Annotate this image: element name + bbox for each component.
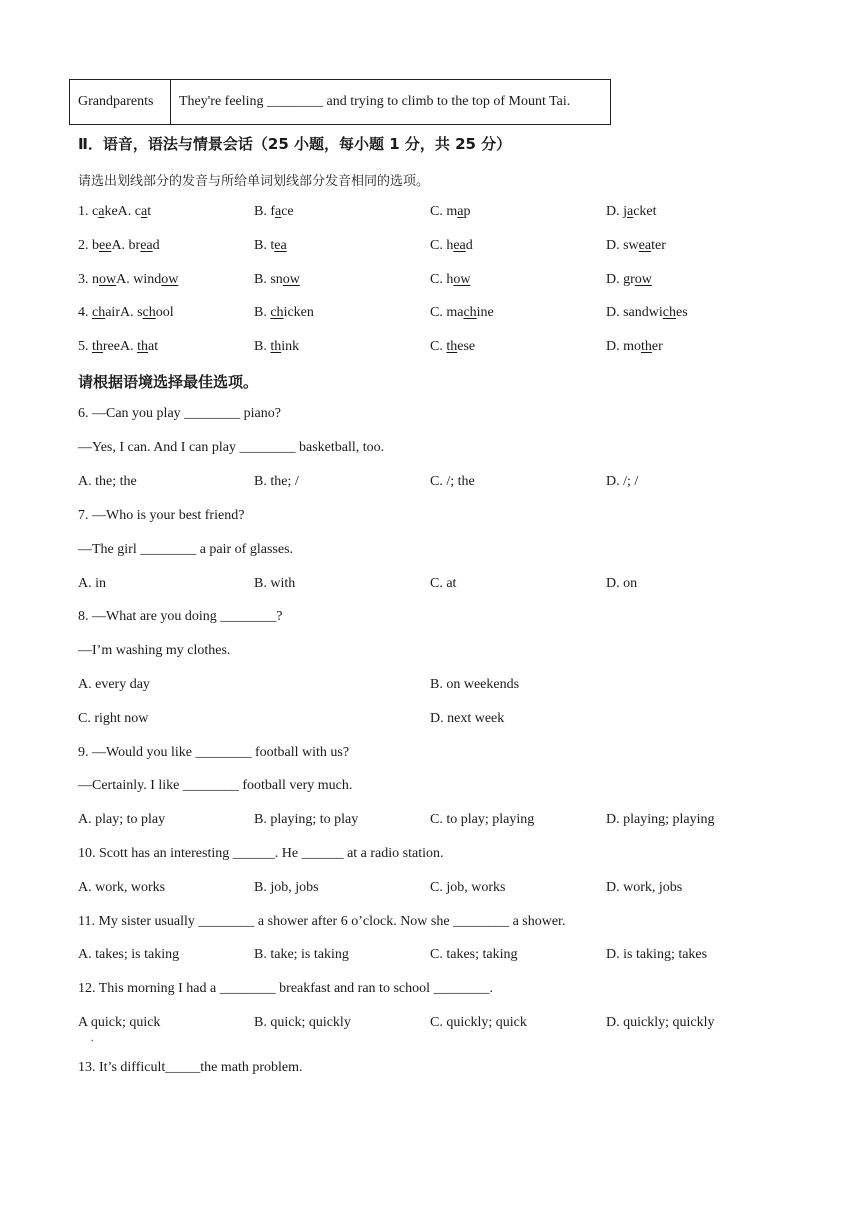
- grandparents-table: [69, 79, 611, 125]
- underlined-segment: ea: [140, 238, 153, 253]
- underlined-segment: a: [275, 204, 282, 219]
- phonetics-question-5: [78, 338, 158, 356]
- question-9-option-b: B. playing; to play: [254, 812, 359, 827]
- underlined-segment: th: [92, 339, 103, 354]
- phonetics-option-b-5: [254, 338, 299, 356]
- question-7-line2: —The girl ________ a pair of glasses.: [78, 542, 294, 557]
- question-8-option-c: C. right now: [78, 711, 149, 726]
- question-11-option-a: A. takes; is taking: [78, 947, 180, 962]
- underlined-segment: ow: [99, 272, 117, 287]
- text-segment: D. sandwi: [606, 305, 663, 320]
- text-segment: B. t: [254, 238, 275, 253]
- text-segment: B. sn: [254, 272, 283, 287]
- question-12-option-d: D. quickly; quickly: [606, 1015, 715, 1030]
- phonetics-option-c-2: [430, 237, 473, 255]
- text-segment: D. sw: [606, 238, 639, 253]
- underlined-segment: a: [140, 204, 148, 219]
- underlined-segment: th: [270, 339, 282, 354]
- phonetics-option-d-1: [606, 203, 657, 221]
- text-segment: cket: [633, 204, 657, 219]
- phonetics-question-3: [78, 271, 178, 289]
- text-segment: C. m: [430, 204, 458, 219]
- phonetics-option-d-4: [606, 304, 688, 322]
- question-8-option-b: B. on weekends: [430, 677, 520, 692]
- question-11-line1: 11. My sister usually ________ a shower after 6 o’clock. Now she ________ a shower.: [78, 914, 566, 929]
- underlined-segment: ow: [282, 272, 300, 287]
- question-6-option-b: B. the; /: [254, 474, 299, 489]
- question-6-line2: —Yes, I can. And I can play ________ basketball, too.: [78, 440, 385, 455]
- stray-dot: .: [91, 1033, 94, 1044]
- text-segment: icken: [283, 305, 314, 320]
- phonetics-option-d-5: [606, 338, 663, 356]
- question-12-line1: 12. This morning I had a ________ breakfast and ran to school ________.: [78, 981, 494, 996]
- table-cell-label: Grandparents: [70, 80, 171, 125]
- text-segment: D. j: [606, 204, 627, 219]
- text-segment: reeA.: [102, 339, 138, 354]
- underlined-segment: ea: [453, 238, 466, 253]
- text-segment: es: [676, 305, 688, 320]
- table-cell-text: They're feeling ________ and trying to climb to the top of Mount Tai.: [171, 80, 611, 125]
- underlined-segment: a: [98, 204, 105, 219]
- question-7-line1: 7. —Who is your best friend?: [78, 508, 245, 523]
- question-12-option-a: A quick; quick: [78, 1015, 161, 1030]
- underlined-segment: th: [641, 339, 652, 354]
- question-12-option-c: C. quickly; quick: [430, 1015, 527, 1030]
- text-segment: 4.: [78, 305, 92, 320]
- question-9-option-c: C. to play; playing: [430, 812, 535, 827]
- table-row: [70, 80, 611, 125]
- underlined-segment: ee: [99, 238, 112, 253]
- underlined-segment: ch: [92, 305, 106, 320]
- text-segment: d: [465, 238, 473, 253]
- text-segment: B.: [254, 339, 271, 354]
- text-segment: D. gr: [606, 272, 635, 287]
- underlined-segment: a: [457, 204, 464, 219]
- text-segment: 1. c: [78, 204, 99, 219]
- text-segment: A. c: [117, 204, 141, 219]
- phonetics-option-b-3: [254, 271, 300, 289]
- question-11-option-b: B. take; is taking: [254, 947, 349, 962]
- phonetics-option-c-1: [430, 203, 470, 221]
- phonetics-option-b-1: [254, 203, 294, 221]
- text-segment: A. br: [111, 238, 141, 253]
- text-segment: B. f: [254, 204, 275, 219]
- question-10-option-b: B. job, jobs: [254, 880, 319, 895]
- underlined-segment: ea: [274, 238, 287, 253]
- phonetics-option-d-3: [606, 271, 652, 289]
- text-segment: 3. n: [78, 272, 99, 287]
- text-segment: ool: [155, 305, 174, 320]
- underlined-segment: a: [627, 204, 634, 219]
- underlined-segment: ow: [161, 272, 179, 287]
- text-segment: airA. s: [105, 305, 143, 320]
- text-segment: ter: [651, 238, 666, 253]
- question-9-line1: 9. —Would you like ________ football with us?: [78, 745, 350, 760]
- underlined-segment: ow: [634, 272, 652, 287]
- underlined-segment: ea: [638, 238, 652, 253]
- question-9-line2: —Certainly. I like ________ football very much.: [78, 778, 353, 793]
- text-segment: d: [152, 238, 160, 253]
- question-6-line1: 6. —Can you play ________ piano?: [78, 406, 281, 421]
- text-segment: ce: [281, 204, 294, 219]
- text-segment: C.: [430, 339, 447, 354]
- context-instruction: 请根据语境选择最佳选项。: [78, 373, 259, 391]
- underlined-segment: th: [446, 339, 458, 354]
- question-7-option-b: B. with: [254, 576, 296, 591]
- text-segment: er: [651, 339, 663, 354]
- text-segment: C. ma: [430, 305, 464, 320]
- question-6-option-d: D. /; /: [606, 474, 639, 489]
- text-segment: t: [147, 204, 152, 219]
- underlined-segment: ch: [463, 305, 477, 320]
- phonetics-option-c-5: [430, 338, 475, 356]
- question-10-option-d: D. work, jobs: [606, 880, 683, 895]
- text-segment: at: [147, 339, 159, 354]
- question-10-line1: 10. Scott has an interesting ______. He ______ at a radio station.: [78, 846, 444, 861]
- question-6-option-a: A. the; the: [78, 474, 137, 489]
- text-segment: ke: [104, 204, 118, 219]
- text-segment: B.: [254, 305, 271, 320]
- text-segment: p: [463, 204, 471, 219]
- question-9-option-d: D. playing; playing: [606, 812, 715, 827]
- question-7-option-a: A. in: [78, 576, 106, 591]
- text-segment: D. mo: [606, 339, 641, 354]
- underlined-segment: th: [137, 339, 148, 354]
- question-12-option-b: B. quick; quickly: [254, 1015, 351, 1030]
- text-segment: A. wind: [116, 272, 162, 287]
- question-8-line1: 8. —What are you doing ________?: [78, 609, 283, 624]
- text-segment: 2. b: [78, 238, 99, 253]
- text-segment: ine: [476, 305, 494, 320]
- underlined-segment: ow: [453, 272, 471, 287]
- question-8-option-a: A. every day: [78, 677, 150, 692]
- phonetics-option-b-2: [254, 237, 287, 255]
- section-title: Ⅱ．语音，语法与情景会话（25 小题，每小题 1 分，共 25 分）: [78, 135, 512, 153]
- question-11-option-c: C. takes; taking: [430, 947, 518, 962]
- question-8-option-d: D. next week: [430, 711, 505, 726]
- text-segment: C. h: [430, 272, 454, 287]
- phonetics-question-4: [78, 304, 174, 322]
- text-segment: 5.: [78, 339, 92, 354]
- underlined-segment: ch: [270, 305, 284, 320]
- phonetics-question-1: [78, 203, 151, 221]
- phonetics-option-c-3: [430, 271, 470, 289]
- question-7-option-d: D. on: [606, 576, 638, 591]
- question-8-line2: —I’m washing my clothes.: [78, 643, 231, 658]
- text-segment: ese: [457, 339, 476, 354]
- underlined-segment: ch: [142, 305, 156, 320]
- question-9-option-a: A. play; to play: [78, 812, 166, 827]
- question-10-option-a: A. work, works: [78, 880, 166, 895]
- phonetics-option-d-2: [606, 237, 666, 255]
- phonetics-option-c-4: [430, 304, 494, 322]
- phonetics-instruction: 请选出划线部分的发音与所给单词划线部分发音相同的选项。: [78, 174, 430, 189]
- phonetics-question-2: [78, 237, 160, 255]
- question-11-option-d: D. is taking; takes: [606, 947, 708, 962]
- question-10-option-c: C. job, works: [430, 880, 506, 895]
- question-6-option-c: C. /; the: [430, 474, 475, 489]
- question-13-line1: 13. It’s difficult_____the math problem.: [78, 1060, 303, 1075]
- phonetics-option-b-4: [254, 304, 314, 322]
- question-7-option-c: C. at: [430, 576, 457, 591]
- underlined-segment: ch: [662, 305, 676, 320]
- text-segment: ink: [281, 339, 300, 354]
- text-segment: C. h: [430, 238, 454, 253]
